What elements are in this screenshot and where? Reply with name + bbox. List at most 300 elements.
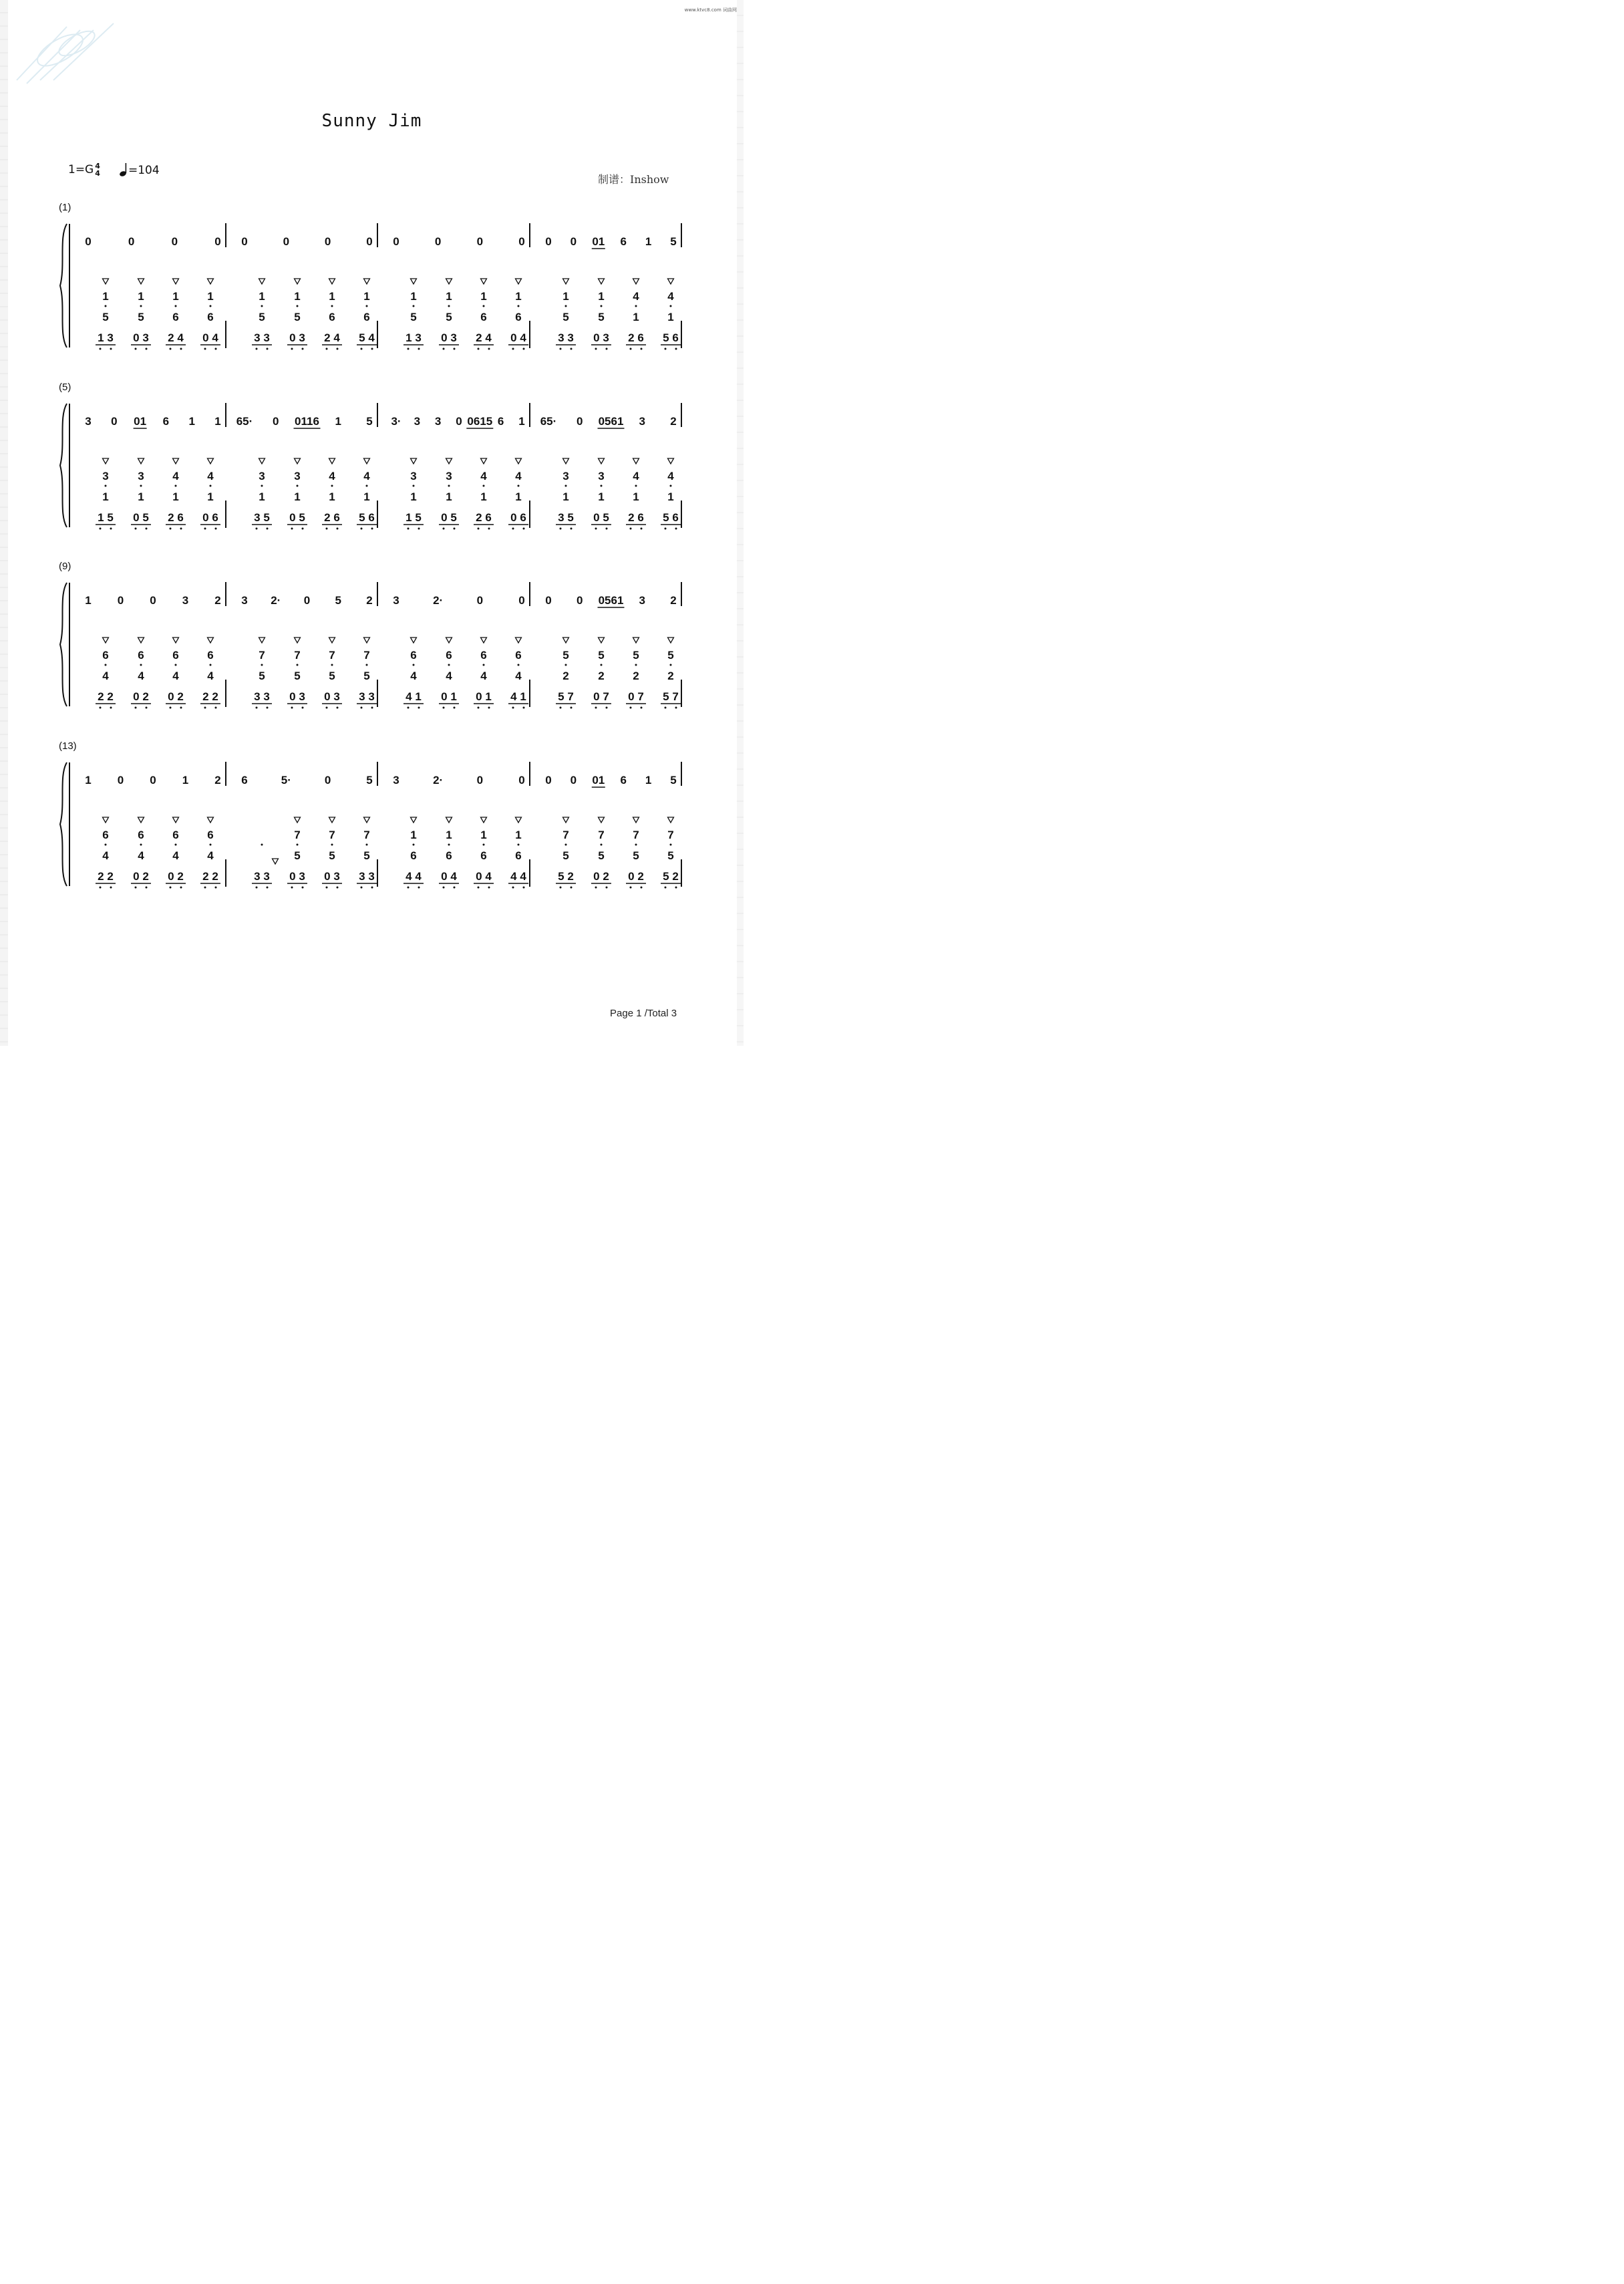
chord-top-note: 1 — [446, 290, 452, 303]
bass-notes: 0 3 — [593, 331, 609, 344]
melody-note: 1 — [188, 415, 195, 428]
accent-mark — [668, 279, 674, 284]
octave-dot — [606, 887, 608, 889]
octave-dot — [606, 707, 608, 709]
octave-dot — [413, 485, 415, 487]
chord-mid-note: 2 — [667, 670, 674, 682]
bass-notes: 3 3 — [254, 331, 270, 344]
chord-mid-note: 6 — [515, 311, 522, 323]
chord-top-note: 1 — [294, 290, 301, 303]
chord-mid-note: 1 — [667, 490, 674, 503]
bass-notes: 0 4 — [476, 870, 492, 883]
octave-dot — [256, 528, 258, 530]
melody-note: 0 — [117, 774, 124, 787]
chord-mid-note: 5 — [294, 311, 301, 323]
melody-note: 0561 — [598, 415, 624, 428]
melody-note: 0 — [518, 594, 525, 607]
bass-notes: 2 6 — [168, 511, 184, 524]
octave-dot — [523, 348, 525, 350]
accent-mark — [208, 458, 214, 464]
chord-mid-note: 6 — [410, 849, 417, 862]
octave-dot — [210, 664, 212, 666]
octave-dot — [418, 348, 420, 350]
accent-mark — [103, 458, 109, 464]
octave-dot — [170, 887, 172, 889]
chord-top-note: 6 — [446, 649, 452, 662]
chord-mid-note: 5 — [102, 311, 109, 323]
octave-dot — [478, 887, 480, 889]
octave-dot — [110, 348, 112, 350]
accent-mark — [329, 637, 335, 643]
chord-top-note: 1 — [562, 290, 569, 303]
page-title: Sunny Jim — [321, 111, 422, 131]
octave-dot — [180, 887, 182, 889]
melody-note: 0 — [476, 235, 484, 248]
octave-dot — [448, 664, 450, 666]
bass-notes: 5 6 — [663, 331, 679, 344]
chord-mid-note: 6 — [515, 849, 522, 862]
octave-dot — [571, 528, 573, 530]
accent-mark — [599, 637, 605, 643]
octave-dot — [175, 664, 177, 666]
octave-dot — [204, 348, 206, 350]
octave-dot — [215, 707, 217, 709]
accent-mark — [295, 458, 301, 464]
chord-mid-note: 5 — [410, 311, 417, 323]
accent-mark — [273, 859, 279, 864]
melody-note: 1 — [85, 774, 92, 787]
chord-mid-note: 6 — [363, 311, 370, 323]
chord-top-note: 4 — [329, 470, 335, 482]
octave-dot — [366, 664, 368, 666]
octave-dot — [665, 348, 667, 350]
melody-note: 6 — [162, 415, 170, 428]
melody-note: 3 — [639, 415, 645, 428]
octave-dot — [100, 528, 102, 530]
melody-note: 0116 — [295, 415, 319, 428]
bass-notes: 2 4 — [324, 331, 340, 344]
octave-dot — [261, 485, 263, 487]
arranger-credit: 制谱：Inshow — [598, 173, 669, 186]
bass-notes: 0 2 — [593, 870, 609, 883]
octave-dot — [204, 528, 206, 530]
chord-mid-note: 6 — [329, 311, 335, 323]
melody-note: 0 — [150, 774, 156, 787]
octave-dot — [337, 707, 339, 709]
bass-notes: 0 3 — [324, 870, 340, 883]
chord-mid-note: 4 — [446, 670, 452, 682]
octave-dot — [267, 887, 269, 889]
octave-dot — [100, 707, 102, 709]
bass-notes: 0 5 — [133, 511, 149, 524]
octave-dot — [297, 305, 299, 307]
octave-dot — [635, 664, 637, 666]
octave-dot — [512, 528, 514, 530]
bass-notes: 0 2 — [168, 870, 184, 883]
accent-mark — [364, 817, 370, 823]
chord-top-note: 4 — [667, 470, 674, 482]
octave-dot — [105, 844, 107, 846]
chord-mid-note: 1 — [598, 490, 605, 503]
octave-dot — [675, 528, 677, 530]
octave-dot — [297, 844, 299, 846]
melody-note: 1 — [645, 235, 652, 248]
chord-mid-note: 1 — [515, 490, 522, 503]
melody-note: 2· — [433, 594, 444, 607]
chord-mid-note: 1 — [480, 490, 487, 503]
chord-mid-note: 4 — [207, 670, 214, 682]
melody-note: 1 — [518, 415, 525, 428]
octave-dot — [261, 664, 263, 666]
chord-top-note: 3 — [598, 470, 605, 482]
chord-mid-note: 1 — [172, 490, 179, 503]
octave-dot — [204, 887, 206, 889]
melody-note: 2 — [670, 415, 677, 428]
bass-notes: 5 7 — [663, 690, 679, 703]
chord-mid-note: 1 — [259, 490, 265, 503]
bass-notes: 5 6 — [359, 511, 375, 524]
time-signature-top: 4 — [95, 162, 100, 170]
octave-dot — [670, 485, 672, 487]
melody-note: 0 — [324, 774, 331, 787]
octave-dot — [512, 707, 514, 709]
melody-note: 0 — [366, 235, 373, 248]
octave-dot — [175, 305, 177, 307]
octave-dot — [366, 485, 368, 487]
octave-dot — [523, 887, 525, 889]
chord-mid-note: 5 — [294, 670, 301, 682]
octave-dot — [140, 305, 142, 307]
octave-dot — [215, 348, 217, 350]
melody-note: 5 — [670, 774, 677, 787]
octave-dot — [302, 887, 304, 889]
accent-mark — [633, 458, 639, 464]
melody-note: 6 — [497, 415, 504, 428]
octave-dot — [630, 348, 632, 350]
octave-dot — [361, 707, 363, 709]
octave-dot — [291, 887, 293, 889]
site-url: www.ktvc8.com 词曲网 — [684, 7, 737, 13]
octave-dot — [100, 348, 102, 350]
octave-dot — [366, 305, 368, 307]
time-signature-bottom: 4 — [95, 169, 100, 178]
chord-top-note: 1 — [207, 290, 214, 303]
octave-dot — [413, 305, 415, 307]
accent-mark — [329, 279, 335, 284]
melody-note: 1 — [182, 774, 189, 787]
page-indicator: Page 1 /Total 3 — [610, 1008, 677, 1019]
melody-note: 0 — [85, 235, 92, 248]
octave-dot — [478, 528, 480, 530]
melody-note: 2· — [433, 774, 444, 787]
octave-dot — [571, 887, 573, 889]
chord-top-note: 4 — [207, 470, 214, 482]
octave-dot — [337, 528, 339, 530]
accent-mark — [411, 817, 417, 823]
octave-dot — [606, 528, 608, 530]
octave-dot — [635, 485, 637, 487]
chord-top-note: 1 — [172, 290, 179, 303]
chord-mid-note: 2 — [562, 670, 569, 682]
accent-mark — [481, 458, 487, 464]
melody-note: 5· — [281, 774, 291, 787]
bass-notes: 3 3 — [254, 690, 270, 703]
accent-mark — [446, 637, 452, 643]
chord-top-note: 1 — [410, 290, 417, 303]
chord-mid-note: 6 — [480, 849, 487, 862]
accent-mark — [173, 637, 179, 643]
octave-dot — [488, 348, 490, 350]
bass-notes: 4 1 — [510, 690, 526, 703]
bass-notes: 2 6 — [628, 331, 644, 344]
accent-mark — [668, 817, 674, 823]
octave-dot — [565, 305, 567, 307]
octave-dot — [670, 844, 672, 846]
octave-dot — [488, 707, 490, 709]
octave-dot — [595, 348, 597, 350]
melody-note: 0 — [214, 235, 221, 248]
bass-notes: 0 3 — [289, 331, 305, 344]
octave-dot — [560, 348, 562, 350]
octave-dot — [601, 664, 603, 666]
chord-mid-note: 1 — [562, 490, 569, 503]
octave-dot — [326, 348, 328, 350]
accent-mark — [446, 817, 452, 823]
bass-notes: 0 2 — [168, 690, 184, 703]
bass-notes: 0 5 — [593, 511, 609, 524]
octave-dot — [443, 528, 445, 530]
chord-top-note: 7 — [259, 649, 265, 662]
chord-mid-note: 1 — [633, 311, 639, 323]
bass-notes: 0 3 — [289, 870, 305, 883]
bass-notes: 2 4 — [168, 331, 184, 344]
chord-top-note: 6 — [172, 649, 179, 662]
bass-notes: 3 3 — [359, 690, 375, 703]
octave-dot — [443, 707, 445, 709]
chord-top-note: 3 — [410, 470, 417, 482]
octave-dot — [483, 664, 485, 666]
accent-mark — [364, 458, 370, 464]
octave-dot — [483, 305, 485, 307]
octave-dot — [180, 348, 182, 350]
octave-dot — [110, 528, 112, 530]
melody-note: 6 — [620, 235, 627, 248]
accent-mark — [411, 458, 417, 464]
chord-mid-note: 1 — [363, 490, 370, 503]
accent-mark — [295, 637, 301, 643]
octave-dot — [256, 887, 258, 889]
bass-notes: 0 4 — [510, 331, 526, 344]
system-brace — [60, 224, 67, 347]
melody-note: 2 — [670, 594, 677, 607]
melody-note: 2· — [271, 594, 281, 607]
chord-mid-note: 5 — [562, 311, 569, 323]
bass-notes: 5 4 — [359, 331, 375, 344]
melody-note: 6 — [620, 774, 627, 787]
chord-mid-note: 2 — [598, 670, 605, 682]
octave-dot — [135, 887, 137, 889]
octave-dot — [665, 528, 667, 530]
bass-notes: 2 2 — [98, 870, 114, 883]
melody-note: 0 — [545, 774, 552, 787]
octave-dot — [518, 305, 520, 307]
chord-mid-note: 5 — [259, 670, 265, 682]
bass-notes: 5 7 — [558, 690, 574, 703]
accent-mark — [329, 817, 335, 823]
octave-dot — [454, 348, 456, 350]
octave-dot — [665, 887, 667, 889]
chord-top-note: 7 — [562, 829, 569, 841]
melody-note: 3· — [391, 415, 401, 428]
octave-dot — [560, 528, 562, 530]
melody-note: 5 — [366, 415, 373, 428]
chord-mid-note: 1 — [446, 490, 452, 503]
bass-notes: 0 5 — [289, 511, 305, 524]
melody-note: 1 — [85, 594, 92, 607]
chord-mid-note: 6 — [172, 311, 179, 323]
octave-dot — [297, 664, 299, 666]
chord-top-note: 1 — [329, 290, 335, 303]
tempo-value: =104 — [128, 164, 160, 177]
octave-dot — [302, 528, 304, 530]
accent-mark — [364, 637, 370, 643]
chord-top-note: 1 — [259, 290, 265, 303]
octave-dot — [210, 485, 212, 487]
bass-notes: 2 2 — [202, 870, 218, 883]
chord-top-note: 5 — [562, 649, 569, 662]
accent-mark — [516, 637, 522, 643]
chord-mid-note: 5 — [598, 311, 605, 323]
accent-mark — [668, 458, 674, 464]
chord-top-note: 7 — [598, 829, 605, 841]
octave-dot — [331, 485, 333, 487]
accent-mark — [446, 279, 452, 284]
chord-top-note: 1 — [480, 829, 487, 841]
octave-dot — [443, 887, 445, 889]
chord-mid-note: 4 — [410, 670, 417, 682]
octave-dot — [408, 528, 410, 530]
bass-notes: 0 2 — [133, 690, 149, 703]
bass-notes: 0 7 — [628, 690, 644, 703]
key-label: 1=G — [68, 163, 94, 176]
chord-top-note: 1 — [515, 290, 522, 303]
chord-top-note: 1 — [102, 290, 109, 303]
melody-note: 0 — [273, 415, 279, 428]
chord-mid-note: 5 — [329, 670, 335, 682]
melody-note: 0 — [476, 774, 484, 787]
melody-note: 0 — [577, 594, 583, 607]
octave-dot — [665, 707, 667, 709]
octave-dot — [454, 528, 456, 530]
chord-top-note: 7 — [294, 649, 301, 662]
accent-mark — [563, 279, 569, 284]
octave-dot — [523, 707, 525, 709]
octave-dot — [443, 348, 445, 350]
accent-mark — [259, 458, 265, 464]
bass-notes: 1 5 — [405, 511, 422, 524]
octave-dot — [571, 348, 573, 350]
octave-dot — [302, 348, 304, 350]
octave-dot — [606, 348, 608, 350]
octave-dot — [418, 707, 420, 709]
melody-note: 0 — [324, 235, 331, 248]
accent-mark — [516, 817, 522, 823]
octave-dot — [105, 664, 107, 666]
chord-mid-note: 4 — [172, 849, 179, 862]
bass-notes: 0 3 — [441, 331, 457, 344]
octave-dot — [215, 528, 217, 530]
chord-top-note: 7 — [329, 829, 335, 841]
octave-dot — [302, 707, 304, 709]
chord-top-note: 5 — [598, 649, 605, 662]
melody-note: 5 — [670, 235, 677, 248]
octave-dot — [512, 887, 514, 889]
bass-notes: 0 4 — [202, 331, 218, 344]
melody-note: 0 — [283, 235, 290, 248]
bass-notes: 3 3 — [558, 331, 574, 344]
octave-dot — [595, 528, 597, 530]
octave-dot — [601, 844, 603, 846]
system-brace — [60, 583, 67, 706]
octave-dot — [180, 707, 182, 709]
octave-dot — [146, 528, 148, 530]
octave-dot — [483, 844, 485, 846]
octave-dot — [448, 305, 450, 307]
chord-top-note: 1 — [410, 829, 417, 841]
octave-dot — [488, 887, 490, 889]
melody-note: 3 — [639, 594, 645, 607]
chord-mid-note: 5 — [562, 849, 569, 862]
score-notation — [0, 0, 744, 1046]
octave-dot — [326, 707, 328, 709]
octave-dot — [140, 664, 142, 666]
system-brace — [60, 404, 67, 527]
chord-top-note: 3 — [102, 470, 109, 482]
chord-mid-note: 5 — [633, 849, 639, 862]
octave-dot — [641, 707, 643, 709]
accent-mark — [295, 279, 301, 284]
melody-note: 3 — [434, 415, 442, 428]
octave-dot — [135, 348, 137, 350]
octave-dot — [478, 348, 480, 350]
chord-mid-note: 4 — [172, 670, 179, 682]
chord-mid-note: 5 — [329, 849, 335, 862]
octave-dot — [210, 305, 212, 307]
chord-top-note: 4 — [667, 290, 674, 303]
octave-dot — [635, 844, 637, 846]
melody-note: 0 — [241, 235, 248, 248]
octave-dot — [371, 707, 373, 709]
chord-mid-note: 5 — [446, 311, 452, 323]
octave-dot — [630, 528, 632, 530]
accent-mark — [208, 279, 214, 284]
octave-dot — [326, 528, 328, 530]
melody-note: 0 — [570, 235, 577, 248]
bass-notes: 0 7 — [593, 690, 609, 703]
octave-dot — [361, 887, 363, 889]
melody-note: 0 — [518, 774, 525, 787]
bass-notes: 0 3 — [133, 331, 149, 344]
octave-dot — [641, 348, 643, 350]
octave-dot — [105, 485, 107, 487]
melody-note: 0 — [545, 594, 552, 607]
bass-notes: 4 4 — [510, 870, 526, 883]
octave-dot — [560, 887, 562, 889]
chord-mid-note: 5 — [138, 311, 144, 323]
melody-note: 0 — [128, 235, 135, 248]
chord-top-note: 4 — [172, 470, 179, 482]
octave-dot — [146, 348, 148, 350]
